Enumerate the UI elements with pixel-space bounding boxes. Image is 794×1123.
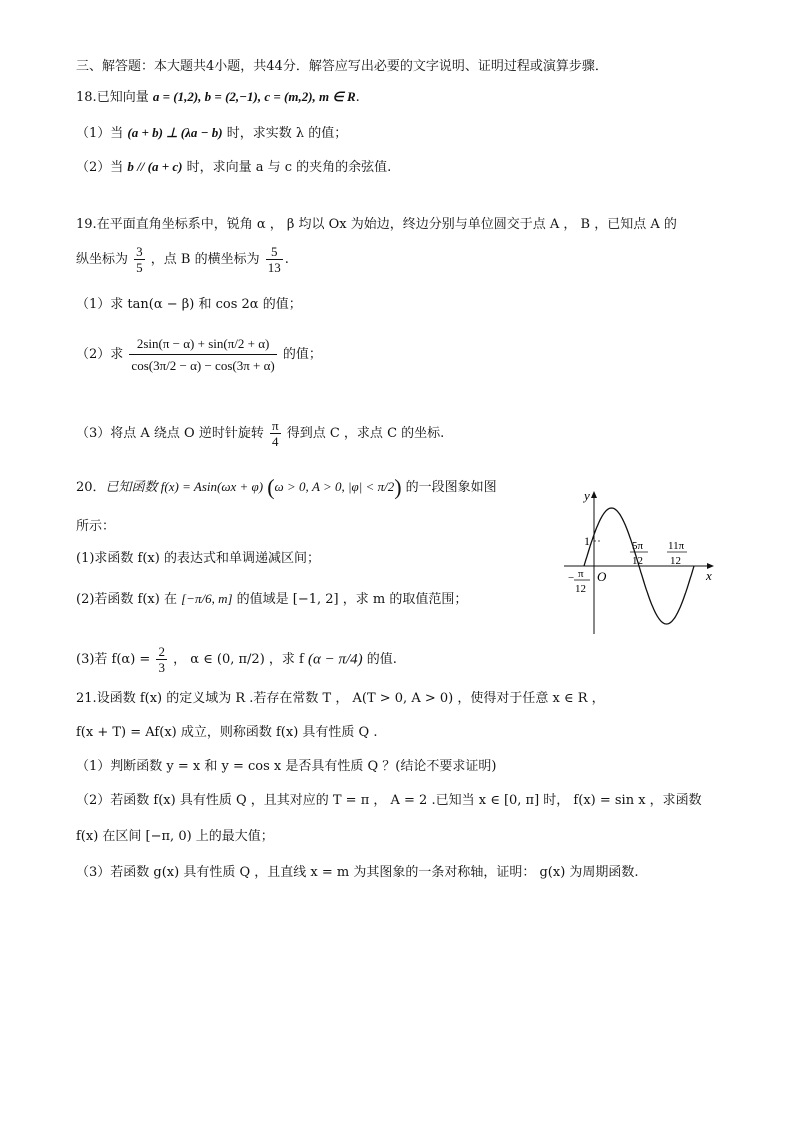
fraction-2-3 xyxy=(156,644,167,675)
q20-part3-mid: ， α ∈ (0, π/2) ，求 f xyxy=(173,652,304,667)
q19-number: 19. xyxy=(76,217,97,232)
sine-graph xyxy=(556,486,726,636)
q19-line2-end: . xyxy=(284,252,289,267)
fraction-num: 5 xyxy=(266,244,283,260)
tick-neg-num: π xyxy=(578,568,584,580)
tick-b-den: 12 xyxy=(670,555,681,567)
fraction-den: cos(3π/2 − α) − cos(3π + α) xyxy=(131,358,275,373)
fraction-pi-4 xyxy=(270,418,281,449)
tick-b-num: 11π xyxy=(668,540,685,552)
q21-part3: （3）若函数 g(x) 具有性质 Q ，且直线 x = m 为其图象的一条对称轴，证明： g(x) 为周期函数. xyxy=(76,865,639,880)
axis-x-label: x xyxy=(706,568,712,583)
q19-part2-prefix: （2）求 xyxy=(76,347,124,362)
q20-part2 xyxy=(76,590,467,609)
q18-stem: 18.已知向量 a = (1,2), b = (2,−1), c = (m,2), m ∈ R. xyxy=(76,89,360,105)
fraction-num: 2sin(π − α) + sin(π/2 + α) xyxy=(129,336,276,355)
paren-close: ) xyxy=(394,474,402,500)
q20-part3 xyxy=(76,644,397,675)
fraction-den: 13 xyxy=(267,260,281,275)
fraction-num: 3 xyxy=(136,244,143,259)
q20-part1: (1)求函数 f(x) 的表达式和单调递减区间； xyxy=(76,551,320,566)
q19-part2 xyxy=(76,336,322,373)
q20-part3-expr: (α − π/4) xyxy=(307,651,363,668)
q18-number: 18. xyxy=(76,90,97,105)
tick-a-num: 5π xyxy=(632,540,644,552)
q19-line1-text: 在平面直角坐标系中，锐角 α ， β 均以 Ox 为始边，终边分别与单位圆交于点 A ， B ，已知点 A 的 xyxy=(96,217,677,232)
q18-part2-suffix: 时，求向量 a 与 c 的夹角的余弦值. xyxy=(186,160,392,175)
q18-vectors: a = (1,2), b = (2,−1), c = (m,2), m ∈ R xyxy=(152,89,356,104)
tick-one-label: 1 xyxy=(584,534,590,548)
q19-line2-b: ，点 B 的横坐标为 xyxy=(150,252,260,267)
q19-part2-suffix: 的值； xyxy=(282,347,322,362)
q20-number: 20． xyxy=(76,480,106,495)
fraction-den: 5 xyxy=(136,260,143,275)
q21-part2-line2: f(x) 在区间 [−π, 0) 上的最大值； xyxy=(76,829,274,844)
q20-part3-prefix: (3)若 f(α) = xyxy=(76,652,151,667)
q20-intro: 已知函数 f(x) = Asin(ωx + φ) xyxy=(105,479,264,494)
fraction-den: 3 xyxy=(158,660,165,675)
fraction-num: 2 xyxy=(158,644,165,659)
q19-part2-fraction xyxy=(129,336,276,373)
q20-part2-interval: [−π/6, m] xyxy=(181,591,233,606)
tick-neg-sign: − xyxy=(568,572,575,584)
q21-line1-text: 设函数 f(x) 的定义域为 R .若存在常数 T ， A(T > 0, A > 0) ，使得对于任意 x ∈ R ， xyxy=(96,691,605,706)
fraction-num: π xyxy=(272,418,279,433)
q18-part1-suffix: 时，求实数 λ 的值； xyxy=(226,126,348,141)
q21-part2-line1: （2）若函数 f(x) 具有性质 Q ，且其对应的 T = π ， A = 2 .已知当 x ∈ [0, π] 时， f(x) = sin x ，求函数 xyxy=(76,793,702,808)
paren-open: ( xyxy=(267,474,275,500)
y-axis-arrow xyxy=(591,491,597,498)
q21-stem-line1 xyxy=(76,690,605,708)
q19-part3-prefix: （3）将点 A 绕点 O 逆时针旋转 xyxy=(76,426,264,441)
tick-a-den: 12 xyxy=(632,555,643,567)
q21-stem-line2: f(x + T) = Af(x) 成立，则称函数 f(x) 具有性质 Q . xyxy=(76,725,378,740)
q20-part3-suffix: 的值. xyxy=(366,652,397,667)
q20-part2-prefix: (2)若函数 f(x) 在 xyxy=(76,592,177,607)
q18-part2-prefix: （2）当 xyxy=(76,160,124,175)
fraction-den: 4 xyxy=(272,434,279,449)
q18-part1 xyxy=(76,124,347,143)
q19-stem-line2 xyxy=(76,244,289,275)
q20-stem xyxy=(76,474,497,500)
section-heading: 三、解答题：本大题共4小题，共44分．解答应写出必要的文字说明、证明过程或演算步骤． xyxy=(76,59,608,74)
axis-y-label: y xyxy=(584,488,590,503)
q20-intro-end: 的一段图象如图 xyxy=(405,480,497,495)
q18-part2-expr: b // (a + c) xyxy=(127,159,183,174)
q18-intro: 已知向量 xyxy=(96,90,149,105)
q18-part1-expr: (a + b) ⊥ (λa − b) xyxy=(127,125,223,140)
fraction-3-5 xyxy=(134,244,145,275)
q19-part1: （1）求 tan(α − β) 和 cos 2α 的值； xyxy=(76,297,302,312)
origin-label: O xyxy=(597,569,607,584)
q21-number: 21. xyxy=(76,691,97,706)
q21-part1: （1）判断函数 y = x 和 y = cos x 是否具有性质 Q ？(结论不要求证明) xyxy=(76,759,497,774)
q20-part2-suffix: 的值域是 [−1, 2] ，求 m 的取值范围； xyxy=(236,592,468,607)
q18-part2 xyxy=(76,158,391,177)
q19-stem-line1 xyxy=(76,216,677,234)
q19-line2-a: 纵坐标为 xyxy=(76,252,129,267)
tick-neg-den: 12 xyxy=(575,583,586,595)
q20-line2: 所示： xyxy=(76,519,116,534)
q19-part3 xyxy=(76,418,444,449)
fraction-5-13 xyxy=(266,244,283,275)
q20-condition: ω > 0, A > 0, |φ| < π/2 xyxy=(274,479,395,494)
q18-part1-prefix: （1）当 xyxy=(76,126,124,141)
q19-part3-suffix: 得到点 C ，求点 C 的坐标. xyxy=(286,426,445,441)
